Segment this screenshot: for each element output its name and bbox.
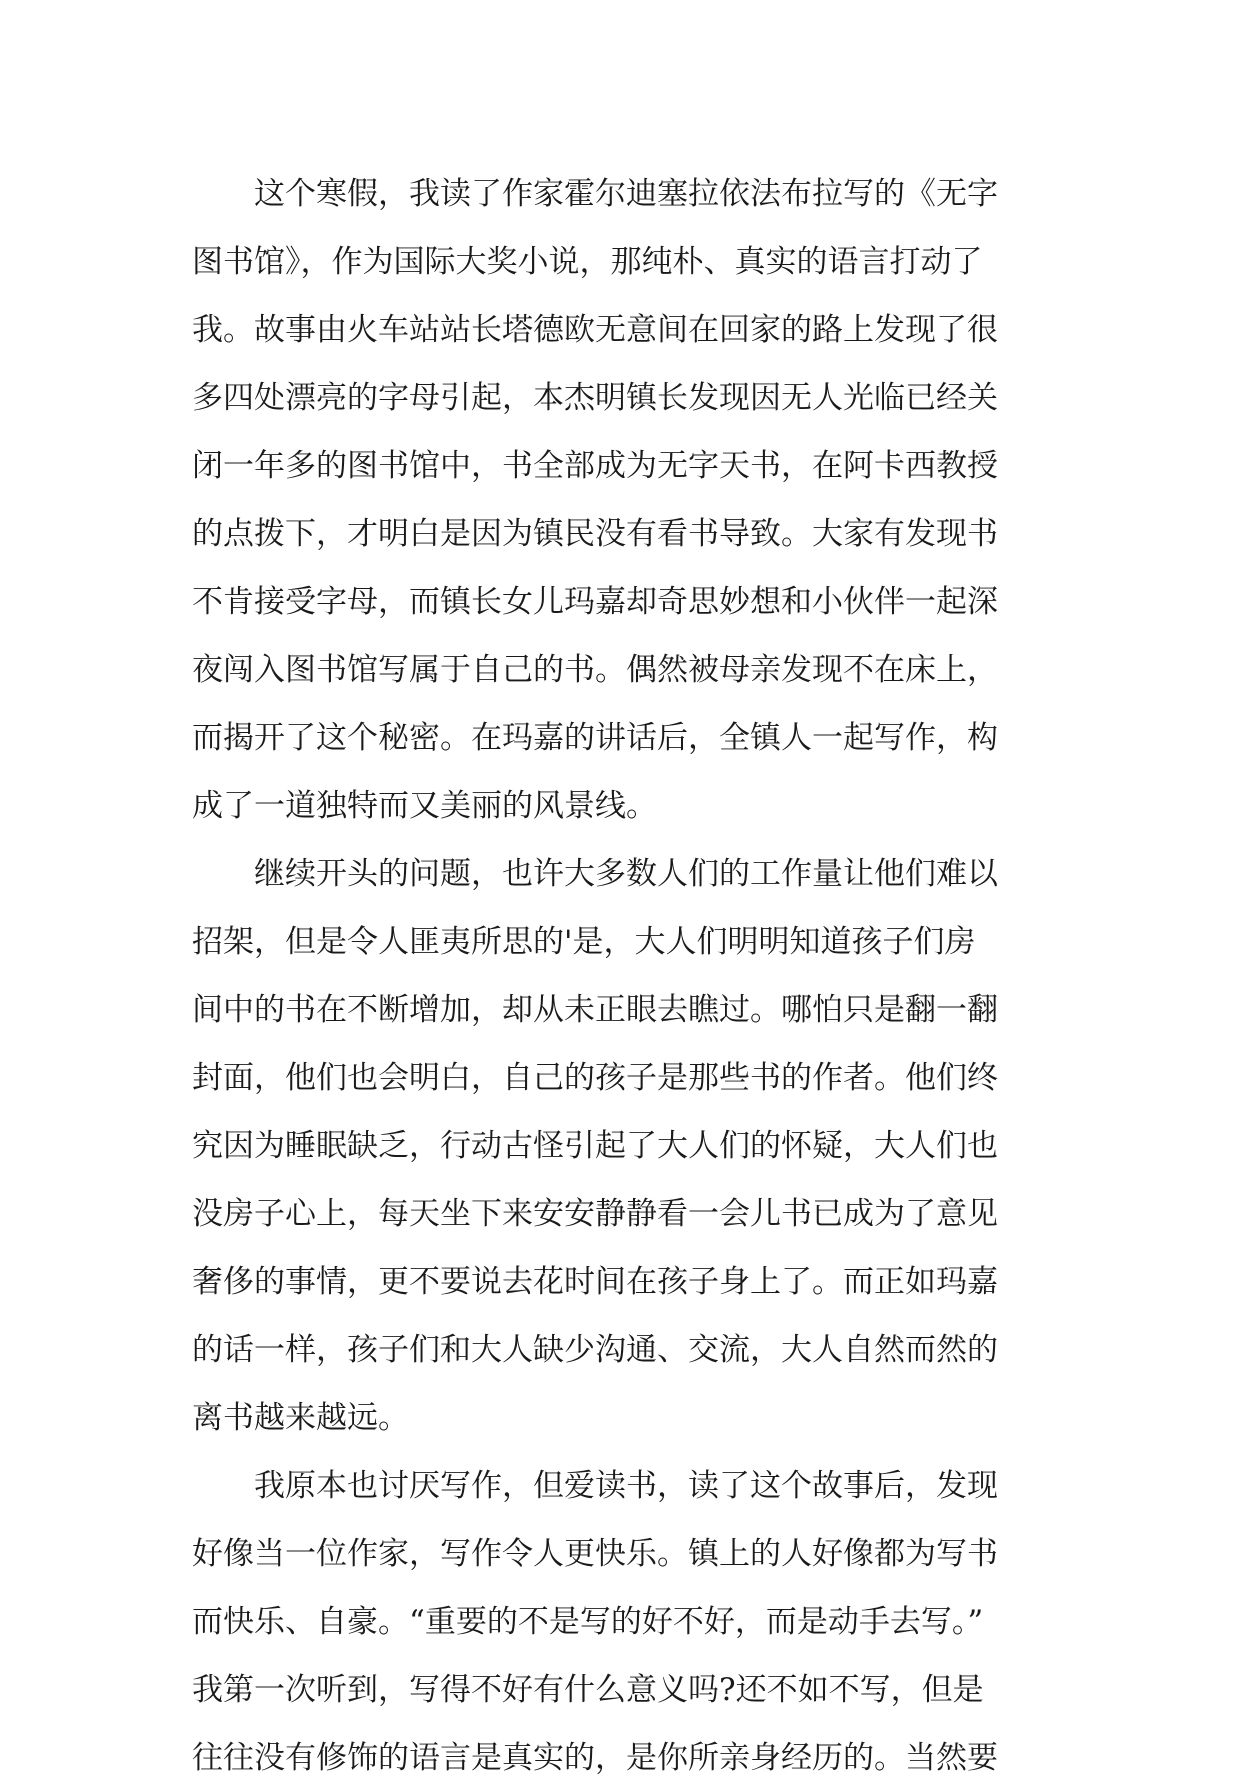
text-line: 好像当一位作家，写作令人更快乐。镇上的人好像都为写书 [192,1536,998,1572]
text-line: 我第一次听到，写得不好有什么意义吗?还不如不写，但是 [192,1672,984,1708]
paragraph-3 [192,1452,1072,1792]
text-line: 继续开头的问题，也许大多数人们的工作量让他们难以 [254,856,998,892]
document-body [192,160,1072,1792]
text-line: 招架，但是令人匪夷所思的'是，大人们明明知道孩子们房 [192,924,976,960]
text-line: 奢侈的事情，更不要说去花时间在孩子身上了。而正如玛嘉 [192,1264,998,1300]
text-line: 多四处漂亮的字母引起，本杰明镇长发现因无人光临已经关 [192,380,998,416]
text-line: 间中的书在不断增加，却从未正眼去瞧过。哪怕只是翻一翻 [192,992,998,1028]
paragraph-1 [192,160,1072,840]
text-line: 而揭开了这个秘密。在玛嘉的讲话后，全镇人一起写作，构 [192,720,998,756]
text-line: 离书越来越远。 [192,1400,409,1436]
text-line: 不肯接受字母，而镇长女儿玛嘉却奇思妙想和小伙伴一起深 [192,584,998,620]
text-line: 而快乐、自豪。“重要的不是写的好不好，而是动手去写。” [192,1604,984,1640]
text-line: 的点拨下，才明白是因为镇民没有看书导致。大家有发现书 [192,516,998,552]
text-line: 究因为睡眠缺乏，行动古怪引起了大人们的怀疑，大人们也 [192,1128,998,1164]
text-line: 这个寒假，我读了作家霍尔迪塞拉依法布拉写的《无字 [254,176,998,212]
paragraph-2 [192,840,1072,1452]
text-line: 没房子心上，每天坐下来安安静静看一会儿书已成为了意见 [192,1196,998,1232]
text-line: 我原本也讨厌写作，但爱读书，读了这个故事后，发现 [254,1468,998,1504]
text-line: 夜闯入图书馆写属于自己的书。偶然被母亲发现不在床上， [192,652,998,688]
text-line: 图书馆》，作为国际大奖小说，那纯朴、真实的语言打动了 [192,244,983,280]
text-line: 我。故事由火车站站长塔德欧无意间在回家的路上发现了很 [192,312,998,348]
text-line: 往往没有修饰的语言是真实的，是你所亲身经历的。当然要 [192,1740,998,1776]
text-line: 封面，他们也会明白，自己的孩子是那些书的作者。他们终 [192,1060,998,1096]
text-line: 闭一年多的图书馆中，书全部成为无字天书，在阿卡西教授 [192,448,998,484]
text-line: 成了一道独特而又美丽的风景线。 [192,788,657,824]
text-line: 的话一样，孩子们和大人缺少沟通、交流，大人自然而然的 [192,1332,998,1368]
